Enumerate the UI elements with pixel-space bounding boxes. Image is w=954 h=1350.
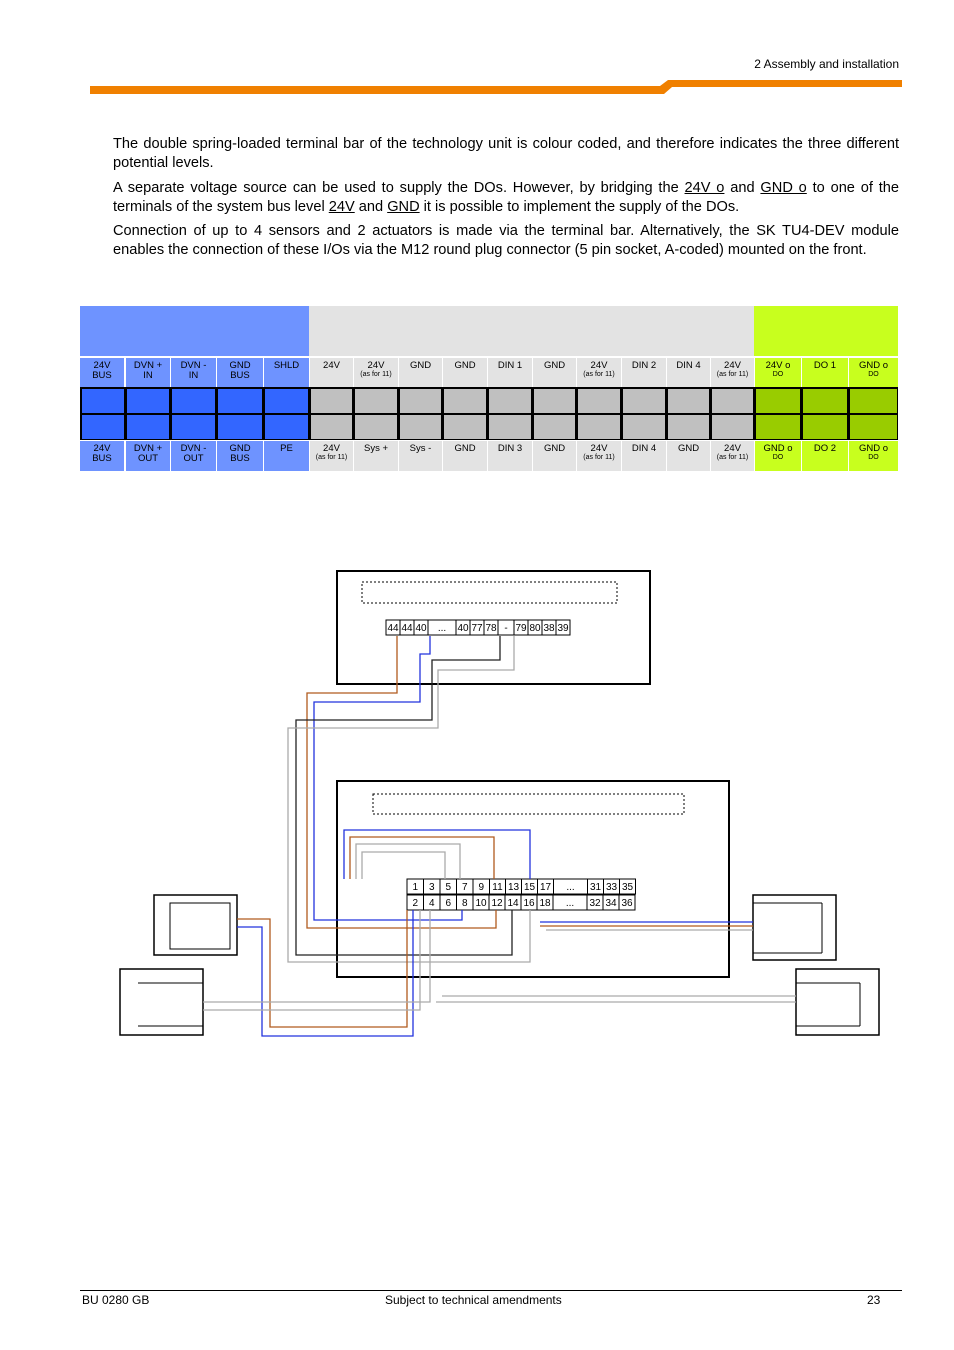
terminal-label: GND xyxy=(229,443,251,454)
terminal-number: - xyxy=(504,623,508,634)
terminal-sublabel: (as for 11) xyxy=(315,454,348,461)
terminal-label: GND xyxy=(454,360,476,371)
terminal-label: PE xyxy=(280,443,293,454)
terminal-number: 17 xyxy=(539,882,552,893)
terminal-label: DIN 4 xyxy=(631,443,657,454)
terminal-number: 39 xyxy=(557,623,569,634)
terminal-label: 24V xyxy=(323,443,340,454)
terminal-sublabel: DO xyxy=(868,371,879,378)
terminal-sublabel: BUS xyxy=(92,453,112,464)
terminal-number: 31 xyxy=(589,882,602,893)
terminal-number: 40 xyxy=(457,623,469,634)
terminal-label: GND xyxy=(543,360,566,371)
terminal-number: 33 xyxy=(605,882,618,893)
terminal-label: GND xyxy=(677,443,700,454)
terminal-label: GND xyxy=(229,360,251,371)
terminal-number: 80 xyxy=(529,623,541,634)
terminal-label: GND o xyxy=(858,360,889,371)
terminal-number: ... xyxy=(566,882,575,893)
terminal-number: 32 xyxy=(589,898,601,909)
terminal-label: GND xyxy=(454,443,476,454)
terminal-label: GND xyxy=(409,360,432,371)
footer-left: BU 0280 GB xyxy=(82,1293,150,1307)
terminal-number: 10 xyxy=(475,898,487,909)
terminal-number: 11 xyxy=(492,882,503,893)
terminal-sublabel: (as for 11) xyxy=(583,454,615,461)
terminal-label: Sys + xyxy=(363,443,389,454)
terminal-number: 77 xyxy=(471,623,483,634)
terminal-sublabel: OUT xyxy=(137,453,159,464)
terminal-number: ... xyxy=(565,898,575,909)
terminal-number: 34 xyxy=(605,898,617,909)
terminal-sublabel: BUS xyxy=(230,370,250,381)
terminal-label: 24V xyxy=(724,360,741,371)
terminal-number: 36 xyxy=(621,898,633,909)
terminal-sublabel: BUS xyxy=(92,370,112,381)
footer-center: Subject to technical amendments xyxy=(385,1293,562,1307)
terminal-sublabel: DO xyxy=(868,454,879,461)
terminal-number: 44 xyxy=(401,623,413,634)
paragraph-1: The double spring-loaded terminal bar of the technology unit is colour coded, and therefore indicates the three different potential levels. xyxy=(113,136,899,171)
terminal-number: 38 xyxy=(543,623,555,634)
terminal-sublabel: IN xyxy=(188,370,199,381)
terminal-number: 2 xyxy=(412,898,419,909)
terminal-number: 15 xyxy=(523,882,536,893)
paragraph-2: A separate voltage source can be used to supply the DOs. However, by bridging the 24V o and GND o to one of the terminals of the system bus level 24V and GND it is possible to implement the supply of the DOs. xyxy=(113,180,900,215)
terminal-number: 44 xyxy=(387,623,399,634)
terminal-label: DIN 2 xyxy=(631,360,657,371)
terminal-number: 40 xyxy=(415,623,427,634)
terminal-number: 78 xyxy=(485,623,497,634)
terminal-label: 24V xyxy=(590,443,608,454)
terminal-sublabel: OUT xyxy=(183,453,204,464)
terminal-sublabel: IN xyxy=(143,370,153,381)
terminal-number: 1 xyxy=(412,882,419,893)
header-section: 2 Assembly and installation xyxy=(754,57,899,71)
terminal-number: 12 xyxy=(491,898,503,909)
terminal-sublabel: DO xyxy=(772,454,784,461)
terminal-sublabel: (as for 11) xyxy=(716,454,749,461)
terminal-number: 14 xyxy=(507,898,519,909)
terminal-label: Sys - xyxy=(409,443,432,454)
terminal-label: DVN - xyxy=(180,443,207,454)
terminal-label: 24V xyxy=(590,360,608,371)
footer-rule xyxy=(80,1290,902,1291)
terminal-label: GND o xyxy=(858,443,889,454)
terminal-number: 8 xyxy=(461,898,468,909)
terminal-label: 24V xyxy=(323,360,340,371)
terminal-label: SHLD xyxy=(273,360,300,371)
terminal-label: 24V o xyxy=(765,360,791,371)
footer-page-number: 23 xyxy=(867,1293,881,1307)
terminal-number: 16 xyxy=(523,898,535,909)
terminal-label: DVN - xyxy=(180,360,207,371)
terminal-sublabel: BUS xyxy=(230,453,250,464)
terminal-number: 35 xyxy=(621,882,634,893)
terminal-number: 18 xyxy=(539,898,551,909)
terminal-number: 13 xyxy=(507,882,520,893)
terminal-label: DVN + xyxy=(133,360,163,371)
terminal-number: 4 xyxy=(428,898,435,909)
terminal-number: 6 xyxy=(445,898,452,909)
paragraph-3: Connection of up to 4 sensors and 2 actuators is made via the terminal bar. Alternatively, the SK TU4-DEV module enables the connection of these I/Os via the M12 round plug connector (5 pin socket, A-coded) mounted on the front. xyxy=(113,223,899,258)
terminal-label: GND xyxy=(543,443,566,454)
terminal-sublabel: (as for 11) xyxy=(716,371,749,378)
terminal-label: DIN 1 xyxy=(497,360,523,371)
terminal-number: 7 xyxy=(461,882,468,893)
terminal-number: 79 xyxy=(515,623,527,634)
terminal-number: ... xyxy=(437,623,447,634)
terminal-number: 3 xyxy=(428,882,435,893)
terminal-sublabel: DO xyxy=(772,371,784,378)
terminal-number: 9 xyxy=(478,882,485,893)
terminal-label: 24V xyxy=(93,360,111,371)
terminal-label: GND o xyxy=(763,443,793,454)
terminal-label: DO 2 xyxy=(813,443,837,454)
terminal-sublabel: (as for 11) xyxy=(583,371,615,378)
terminal-number: 5 xyxy=(445,882,452,893)
terminal-label: 24V xyxy=(367,360,385,371)
terminal-label: 24V xyxy=(724,443,741,454)
terminal-label: DIN 4 xyxy=(676,360,701,371)
terminal-label: 24V xyxy=(93,443,111,454)
terminal-label: DO 1 xyxy=(813,360,837,371)
terminal-sublabel: (as for 11) xyxy=(360,371,392,378)
terminal-label: DVN + xyxy=(133,443,163,454)
terminal-label: DIN 3 xyxy=(497,443,523,454)
